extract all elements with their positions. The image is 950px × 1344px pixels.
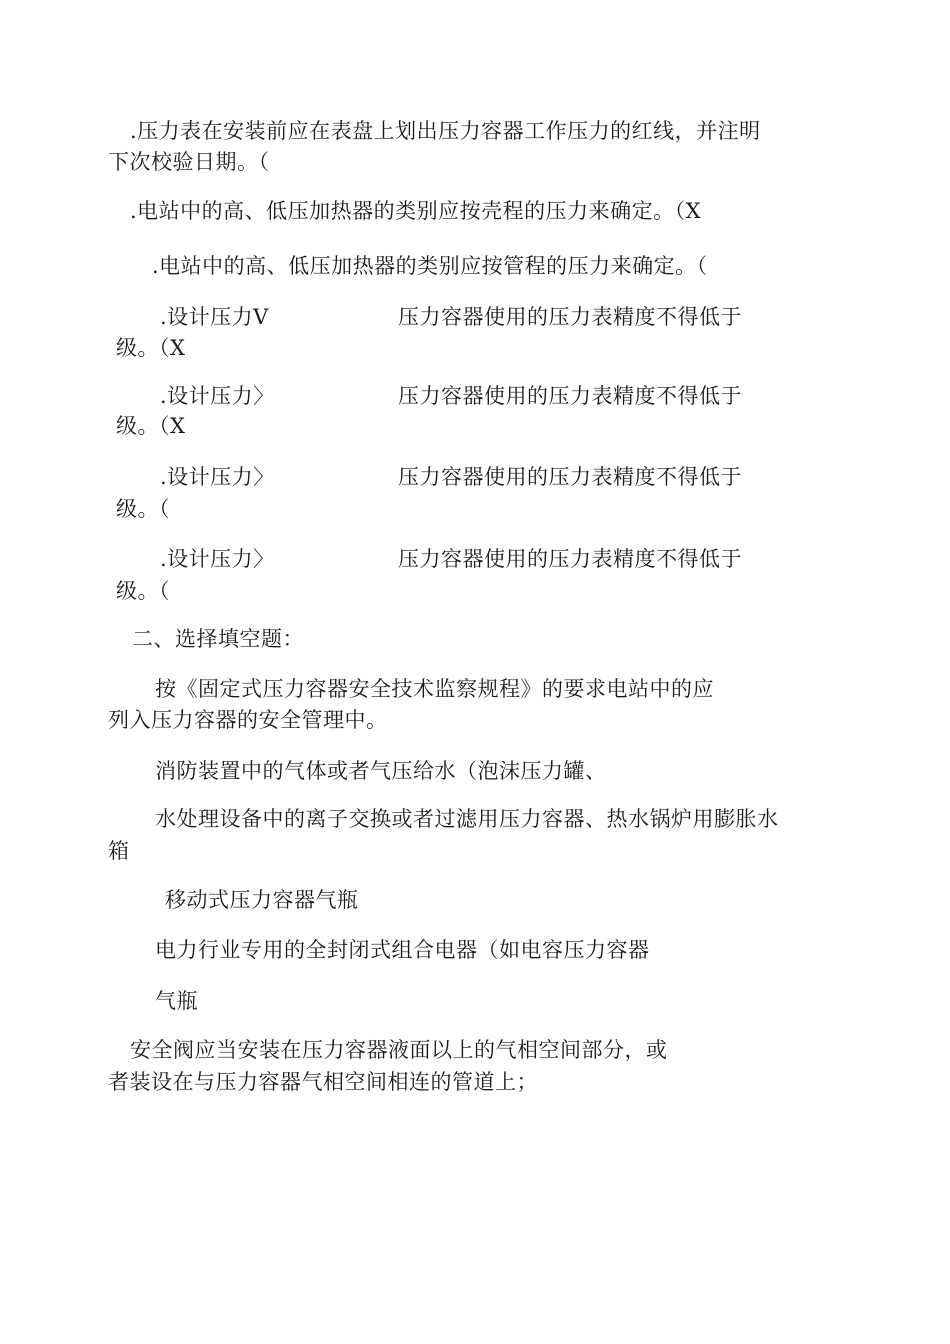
- text-line: 压力容器使用的压力表精度不得低于: [398, 547, 742, 571]
- text-line: 级。（: [116, 579, 170, 603]
- text-line: 安全阀应当安装在压力容器液面以上的气相空间部分，或: [130, 1038, 668, 1062]
- text-line: .电站中的高、低压加热器的类别应按管程的压力来确定。（: [152, 254, 708, 278]
- option-item: 移动式压力容器气瓶: [165, 888, 359, 912]
- text-line: 者装设在与压力容器气相空间相连的管道上；: [108, 1070, 538, 1094]
- option-item: 水处理设备中的离子交换或者过滤用压力容器、热水锅炉用膨胀水: [155, 807, 779, 831]
- text-line: 级。（X: [116, 414, 186, 438]
- text-line: .设计压力V: [160, 305, 269, 329]
- option-item: 气瓶: [155, 989, 198, 1013]
- text-line: .压力表在安装前应在表盘上划出压力容器工作压力的红线，并注明: [130, 119, 761, 143]
- section-heading: 二、选择填空题：: [132, 627, 304, 651]
- text-line: 列入压力容器的安全管理中。: [108, 708, 388, 732]
- text-line: 按《固定式压力容器安全技术监察规程》的要求电站中的应: [155, 677, 714, 701]
- text-line: 级。（: [116, 497, 170, 521]
- text-line: 压力容器使用的压力表精度不得低于: [398, 384, 742, 408]
- text-line: .设计压力〉: [160, 465, 275, 489]
- text-line: 压力容器使用的压力表精度不得低于: [398, 465, 742, 489]
- text-line: .设计压力〉: [160, 547, 275, 571]
- option-item: 消防装置中的气体或者气压给水（泡沫压力罐、: [155, 759, 607, 783]
- text-line: 级。（X: [116, 336, 186, 360]
- option-item: 电力行业专用的全封闭式组合电器（如电容压力容器: [155, 938, 650, 962]
- text-line: 下次校验日期。（: [108, 150, 270, 174]
- text-line: 箱: [108, 839, 130, 863]
- text-line: 压力容器使用的压力表精度不得低于: [398, 305, 742, 329]
- text-line: .设计压力〉: [160, 384, 275, 408]
- text-line: .电站中的高、低压加热器的类别应按壳程的压力来确定。（X: [130, 199, 702, 223]
